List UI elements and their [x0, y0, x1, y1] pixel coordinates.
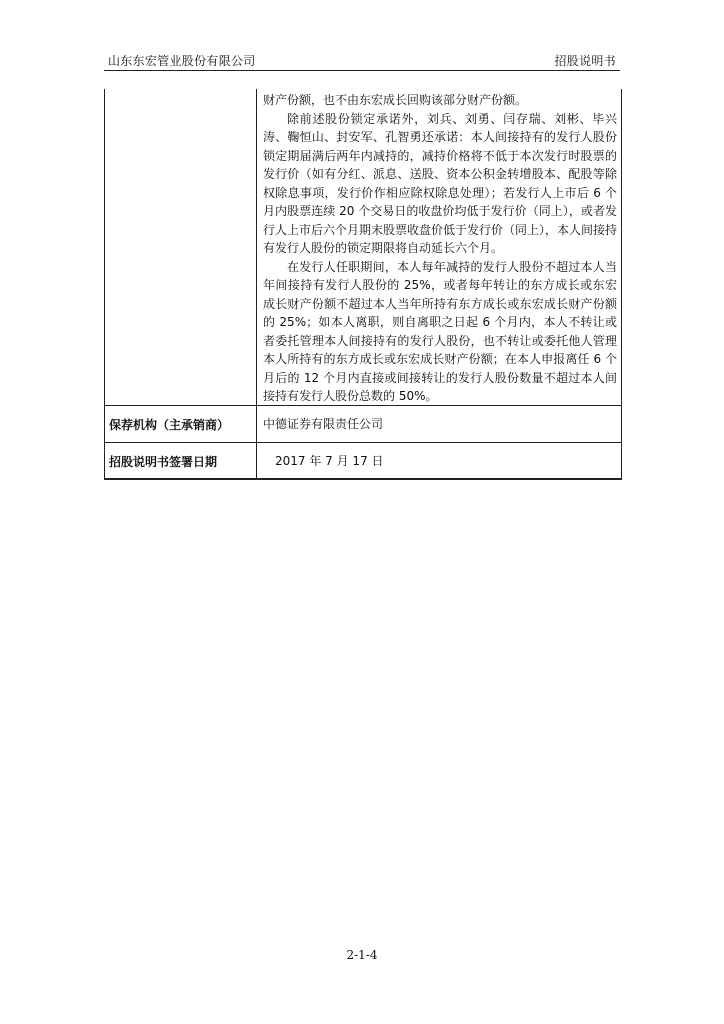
info-table — [104, 89, 622, 479]
company-name: 山东东宏管业股份有限公司 — [108, 54, 256, 68]
commitment-paragraph-2: 除前述股份锁定承诺外，刘兵、刘勇、闫存瑞、刘彬、毕兴涛、鞠恒山、封安军、孔智勇还承诺：本人间接持有的发行人股份锁定期届满后两年内减持的，减持价格将不低于本次发行时股票的发行价（如有分红、派息、送股、资本公积金转增股本、配股等除权除息事项，发行价作相应除权除息处理）；若发行人上市后 6 个月内股票连续 20 个交易日的收盘价均低于发行价（同上），或者发行人上市后六个月期末股票收盘价低于发行价（同上），本人间接持有发行人股份的锁定期限将自动延长六个月。 — [263, 111, 618, 255]
table-bottom-rule — [104, 478, 622, 480]
document-type: 招股说明书 — [554, 54, 616, 68]
commitment-text-cell — [257, 89, 621, 405]
sponsor-value: 中德证券有限责任公司 — [263, 416, 384, 431]
sponsor-label: 保荐机构（主承销商） — [105, 406, 257, 442]
commitment-paragraph-1: 财产份额，也不由东宏成长回购该部分财产份额。 — [263, 93, 528, 107]
signing-date-label: 招股说明书签署日期 — [105, 443, 257, 479]
signing-date-value: 2017 年 7 月 17 日 — [275, 453, 384, 468]
header-rule — [104, 70, 620, 71]
sponsor-row — [105, 406, 621, 443]
commitment-row — [105, 89, 621, 406]
signing-date-row — [105, 443, 621, 479]
page-number: 2-1-4 — [346, 948, 378, 962]
commitment-paragraph-3: 在发行人任职期间，本人每年减持的发行人股份不超过本人当年间接持有发行人股份的 25%，或者每年转让的东方成长或东宏成长财产份额不超过本人当年所持有东方成长或东宏成长财产份额的 25%；如本人离职，则自离职之日起 6 个月内，本人不转让或者委托管理本人间接持有的发行人股份，也不转让或委托他人管理本人所持有的东方成长或东宏成长财产份额；在本人申报离任 6 个月后的 12 个月内直接或间接转让的发行人股份数量不超过本人间接持有发行人股份总数的 50%。 — [263, 259, 617, 403]
commitment-label-cell — [105, 89, 257, 405]
